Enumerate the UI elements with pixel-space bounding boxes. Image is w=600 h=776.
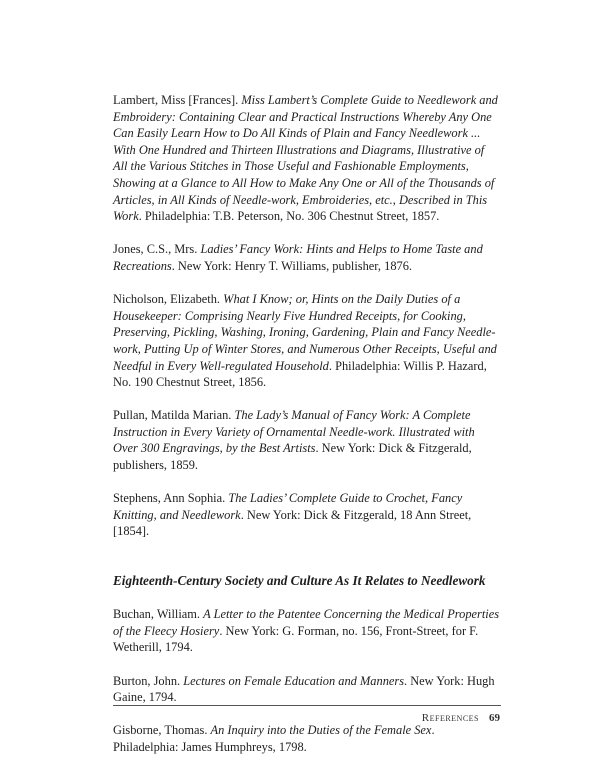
section-heading: Eighteenth-Century Society and Culture As It Relates to Needlework bbox=[113, 573, 486, 589]
title: Miss Lambert’s Complete Guide to Needlework and Embroidery: Containing Clear and Practical Instructions Whereby Any One Can Easily Learn How to Do All Kinds of Plain and Fancy Needlework ... With One Hundred and Thirteen Illustrations and Diagrams, Illustrative of All the Various Stitches in Those Useful and Fashionable Employments, Showing at a Glance to All How to Make Any One or All of the Thousands of Articles, in All Kinds of Needle-work, Embroideries, etc., Described in This Work bbox=[113, 93, 498, 224]
page-footer bbox=[422, 712, 500, 724]
reference-entry bbox=[113, 291, 501, 391]
reference-entry bbox=[113, 241, 501, 274]
references-content bbox=[113, 92, 501, 772]
author: Pullan, Matilda Marian. bbox=[113, 408, 235, 423]
reference-entry bbox=[113, 490, 501, 540]
publication: . Philadelphia: James Humphreys, 1798. bbox=[113, 723, 435, 754]
title: An Inquiry into the Duties of the Female Sex bbox=[210, 723, 432, 738]
page-number: 69 bbox=[489, 712, 500, 724]
publication: . New York: Henry T. Williams, publisher, 1876. bbox=[171, 258, 412, 273]
footer-rule bbox=[113, 705, 501, 706]
reference-entry bbox=[113, 722, 501, 755]
author: Stephens, Ann Sophia. bbox=[113, 491, 229, 506]
author: Burton, John. bbox=[113, 673, 184, 688]
publication: . Philadelphia: Willis P. Hazard, No. 190 Chestnut Street, 1856. bbox=[113, 358, 487, 390]
publication: . New York: Dick & Fitzgerald, 18 Ann Street, [1854]. bbox=[113, 507, 472, 539]
author: Nicholson, Elizabeth. bbox=[113, 292, 224, 307]
publication: . New York: Dick & Fitzgerald, publishers, 1859. bbox=[113, 441, 472, 473]
title: What I Know; or, Hints on the Daily Duties of a Housekeeper: Comprising Nearly Five Hundred Receipts, for Cooking, Preserving, Pickling, Washing, Ironing, Gardening, Plain and Fancy Needle-work, Putting Up of Winter Stores, and Numerous Other Receipts, Useful and Needful in Every Well-regulated Household bbox=[113, 292, 497, 373]
publication: . Philadelphia: T.B. Peterson, No. 306 Chestnut Street, 1857. bbox=[138, 209, 440, 224]
author: Lambert, Miss [Frances]. bbox=[113, 93, 242, 107]
title: A Letter to the Patentee Concerning the Medical Properties of the Fleecy Hosiery bbox=[113, 607, 500, 638]
title: Lectures on Female Education and Manners bbox=[183, 673, 405, 688]
running-footer-section: References bbox=[421, 712, 479, 724]
author: Jones, C.S., Mrs. bbox=[113, 242, 201, 257]
reference-entry bbox=[113, 673, 501, 706]
reference-entry bbox=[113, 92, 501, 225]
publication: . New York: Hugh Gaine, 1794. bbox=[113, 673, 495, 705]
title: The Ladies’ Complete Guide to Crochet, Fancy Knitting, and Needlework bbox=[113, 491, 463, 522]
reference-entry bbox=[113, 606, 501, 656]
publication: . New York: G. Forman, no. 156, Front-Street, for F. Wetherill, 1794. bbox=[113, 623, 479, 655]
reference-entry bbox=[113, 407, 501, 473]
author: Buchan, William. bbox=[113, 607, 204, 622]
author: Gisborne, Thomas. bbox=[113, 723, 211, 738]
title: The Lady’s Manual of Fancy Work: A Complete Instruction in Every Variety of Ornamental Needle-work. Illustrated with Over 300 Engravings, by the Best Artists bbox=[113, 408, 475, 456]
title: Ladies’ Fancy Work: Hints and Helps to Home Taste and Recreations bbox=[113, 242, 483, 273]
